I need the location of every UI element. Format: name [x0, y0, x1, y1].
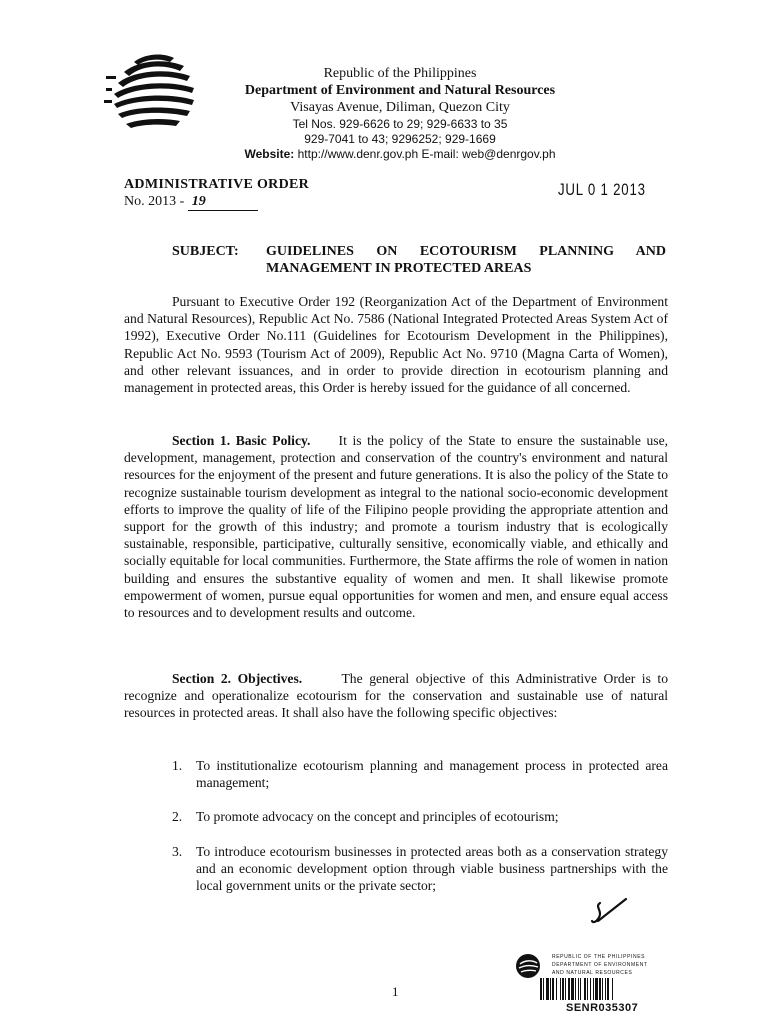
- subject-line2: MANAGEMENT IN PROTECTED AREAS: [266, 261, 532, 276]
- objective-number: 3.: [172, 844, 183, 859]
- order-title: ADMINISTRATIVE ORDER: [124, 177, 310, 192]
- objective-text: To institutionalize ecotourism planning and management process in protected area management;: [196, 758, 668, 791]
- handwritten-initials: [590, 895, 630, 931]
- objective-text: To promote advocacy on the concept and principles of ecotourism;: [196, 809, 559, 824]
- subject-line1: GUIDELINES ON ECOTOURISM PLANNING AND: [266, 244, 666, 259]
- objective-text: To introduce ecotourism businesses in protected areas both as a conservation strategy and an economic development option through viable business partnerships with the local government units or the private sector;: [196, 844, 668, 894]
- letterhead-department: Department of Environment and Natural Resources: [244, 83, 556, 98]
- letterhead-telephone-line1: Tel Nos. 929-6626 to 29; 929-6633 to 35: [292, 117, 508, 131]
- objective-item: [172, 843, 668, 895]
- objective-number: 2.: [172, 809, 183, 824]
- order-number: [124, 194, 258, 211]
- objective-item: [172, 808, 668, 825]
- section1-body: It is the policy of the State to ensure the sustainable use, development, management, protection and conservation of the country's environment and natural resources for the enjoyment of the present and future generations. It is also the policy of the State to recognize sustainable tourism development as integral to the national socio-economic development efforts to improve the quality of life of the Filipino people providing the appropriate attention and support for the growth of this industry; and promote a tourism industry that is ecologically sustainable, responsible, participative, culturally sensitive, economically viable, and ethically and socially equitable for local communities. Furthermore, the State affirms the role of women in nation building and ensures the substantive equality of women and men. It shall likewise promote empowerment of women, pursue equal opportunities for women and men, and ensure equal access to resources and to development results and outcome.: [124, 433, 669, 621]
- order-number-value: 19: [188, 194, 258, 211]
- page-number: 1: [392, 984, 399, 999]
- stamp-line2: DEPARTMENT OF ENVIRONMENT: [552, 962, 648, 968]
- section2-paragraph: [124, 670, 668, 722]
- objective-item: [172, 757, 668, 791]
- stamp-seal-icon: [515, 953, 541, 979]
- section2-heading: Section 2. Objectives.: [172, 671, 303, 686]
- order-number-prefix: No. 2013 -: [124, 194, 185, 209]
- barcode-id: SENR035307: [566, 1002, 639, 1014]
- section2-body: The general objective of this Administrative Order is to recognize and operationalize ecotourism for the conservation and sustainable use of natural resources in protected areas. It shall also have the following specific objectives:: [124, 671, 669, 721]
- section1-paragraph: [124, 432, 668, 621]
- intro-paragraph: [124, 293, 668, 396]
- denr-logo-icon: [104, 48, 204, 132]
- subject-label: SUBJECT:: [172, 244, 239, 259]
- letterhead-telephone-line2: 929-7041 to 43; 9296252; 929-1669: [304, 132, 496, 146]
- objective-number: 1.: [172, 758, 183, 773]
- letterhead-republic: Republic of the Philippines: [323, 66, 477, 81]
- website-and-email: http://www.denr.gov.ph E-mail: web@denrgov.ph: [297, 147, 556, 161]
- website-label: Website:: [244, 147, 295, 161]
- barcode-icon: [540, 978, 656, 1000]
- order-date-stamp: JUL 0 1 2013: [558, 180, 646, 199]
- letterhead-website: [200, 146, 600, 162]
- letterhead-address: Visayas Avenue, Diliman, Quezon City: [290, 100, 510, 115]
- section1-heading: Section 1. Basic Policy.: [172, 433, 311, 448]
- stamp-line3: AND NATURAL RESOURCES: [552, 970, 633, 976]
- stamp-line1: REPUBLIC OF THE PHILIPPINES: [552, 954, 646, 960]
- intro-text: Pursuant to Executive Order 192 (Reorganization Act of the Department of Environment and Natural Resources), Republic Act No. 7586 (National Integrated Protected Areas System Act of 1992), Executive Order No.111 (Guidelines for Ecotourism Development in the Philippines), Republic Act No. 9593 (Tourism Act of 2009), Republic Act No. 9710 (Magna Carta of Women), and other relevant issuances, and in order to provide direction in ecotourism planning and management in protected areas, this Order is hereby issued for the guidance of all concerned.: [124, 294, 668, 396]
